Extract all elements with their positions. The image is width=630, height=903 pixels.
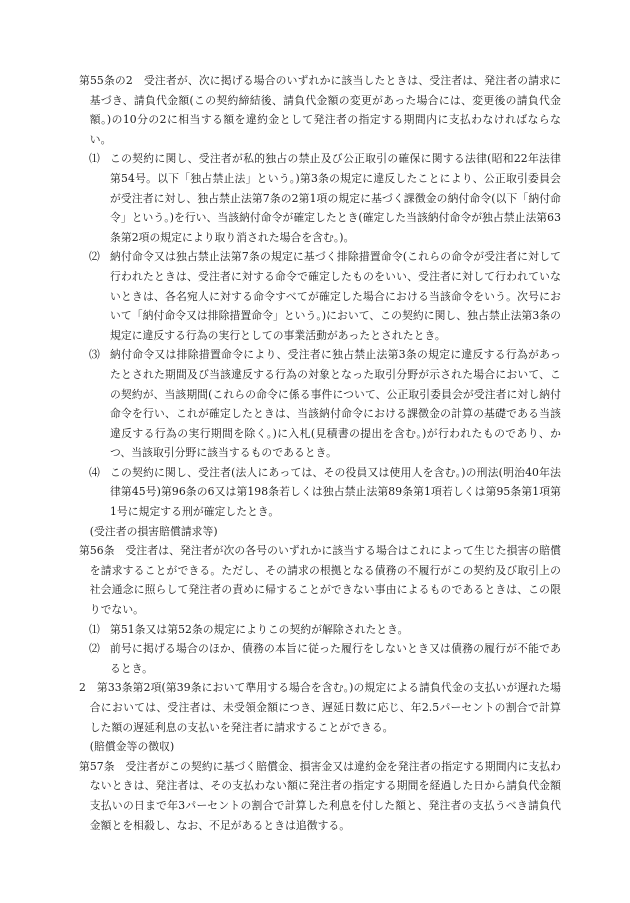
item-text: 第51条又は第52条の規定によりこの契約が解除されたとき。	[110, 622, 409, 636]
item-number: ⑵	[89, 250, 100, 264]
article-57-text: 第57条 受注者がこの契約に基づく賠償金、損害金又は違約金を発注者の指定する期間内に支払わないときは、発注者は、その支払わない額に発注者の指定する期間を経過した日から請負代金額支払いの日まで年3パーセントの割合で計算した利息を付した額と、発注者の支払うべき請負代金額とを相殺し、なお、不足があるときは追徴する。	[79, 759, 561, 832]
item-number: ⑴	[89, 622, 100, 636]
item-text: 納付命令又は排除措置命令により、受注者に独占禁止法第3条の規定に違反する行為があったとされた期間及び当該違反する行為の対象となった取引分野が示された場合において、この契約が、当該期間(これらの命令に係る事件について、公正取引委員会が受注者に対し納付命令を行い、これが確定したときは、当該納付命令における課徴金の計算の基礎である当該違反する行為の実行期間を除く。)に入札(見積書の提出を含む。)が行われたものであり、かつ、当該取引分野に該当するものであるとき。	[110, 348, 561, 460]
article-56-paragraph-2: 2 第33条第2項(第39条において準用する場合を含む。)の規定による請負代金の支払いが遅れた場合においては、受注者は、未受領金額につき、遅延日数に応じ、年2.5パーセントの割合で計算した額の遅延利息の支払いを発注者に請求することができる。	[79, 681, 561, 734]
article-55-2-item-4	[79, 463, 561, 522]
article-57-heading: (賠償金等の徴収)	[89, 740, 175, 754]
item-text: 前号に掲げる場合のほか、債務の本旨に従った履行をしないとき又は債務の履行が不能であるとき。	[110, 642, 561, 675]
item-text: 納付命令又は独占禁止法第7条の規定に基づく排除措置命令(これらの命令が受注者に対して行われたときは、受注者に対する命令で確定したものをいい、受注者に対して行われていないときは、各名宛人に対する命令すべてが確定した場合における当該命令をいう。次号において「納付命令又は排除措置命令」という。)において、この契約に関し、独占禁止法第3条の規定に違反する行為の実行としての事業活動があったとされたとき。	[110, 250, 561, 342]
item-number: ⑶	[89, 348, 100, 362]
item-text: この契約に関し、受注者が私的独占の禁止及び公正取引の確保に関する法律(昭和22年法律第54号。以下「独占禁止法」という。)第3条の規定に違反したことにより、公正取引委員会が受注者に対し、独占禁止法第7条の2第1項の規定に基づく課徴金の納付命令(以下「納付命令」という。)を行い、当該納付命令が確定したとき(確定した当該納付命令が独占禁止法第63条第2項の規定により取り消された場合を含む。)。	[110, 152, 561, 244]
article-56	[79, 541, 561, 619]
document-body	[79, 71, 561, 835]
article-56-item-1	[79, 620, 561, 640]
article-57	[79, 757, 561, 835]
article-56-item-2	[79, 639, 561, 678]
item-number: ⑴	[89, 152, 100, 166]
item-text: この契約に関し、受注者(法人にあっては、その役員又は使用人を含む。)の刑法(明治40年法律第45号)第96条の6又は第198条若しくは独占禁止法第89条第1項若しくは第95条第1項第1号に規定する刑が確定したとき。	[110, 465, 561, 519]
item-number: ⑵	[89, 642, 100, 656]
item-number: ⑷	[89, 465, 100, 479]
article-55-2-text: 第55条の2 受注者が、次に掲げる場合のいずれかに該当したときは、受注者は、発注者の請求に基づき、請負代金額(この契約締結後、請負代金額の変更があった場合には、変更後の請負代金額。)の10分の2に相当する額を違約金として発注者の指定する期間内に支払わなければならない。	[79, 74, 561, 146]
article-55-2-item-2	[79, 247, 561, 345]
article-55-2-item-3	[79, 345, 561, 463]
article-55-2-item-1	[79, 149, 561, 247]
article-56-text: 第56条 受注者は、発注者が次の各号のいずれかに該当する場合はこれによって生じた損害の賠償を請求することができる。ただし、その請求の根拠となる債務の不履行がこの契約及び取引上の社会通念に照らして発注者の責めに帰することができない事由によるものであるときは、この限りでない。	[79, 544, 561, 617]
article-56-heading: (受注者の損害賠償請求等)	[89, 524, 218, 538]
article-55-2	[79, 71, 561, 149]
